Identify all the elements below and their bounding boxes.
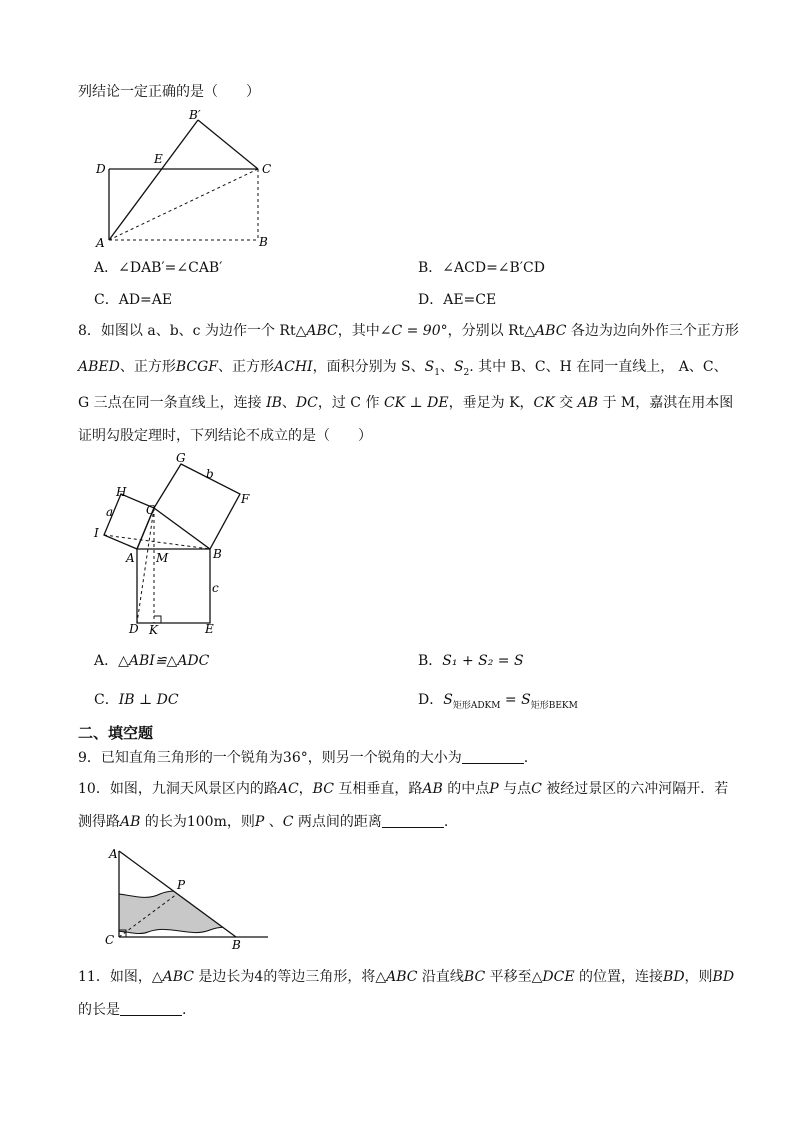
q8-figure [88, 448, 268, 640]
q7-option-d[interactable]: D．AE=CE [418, 292, 497, 308]
q9: 9．已知直角三角形的一个锐角为36°，则另一个锐角的大小为 . [78, 750, 529, 766]
q10-line-2: 测得路AB 的长为100m，则P 、C 两点间的距离 . [78, 814, 449, 830]
q7-stem: 列结论一定正确的是（ ） [78, 84, 260, 100]
label-C: C [262, 162, 272, 176]
label-D: D [129, 622, 139, 636]
q8-line-3: G 三点在同一条直线上，连接 IB、DC，过 C 作 CK ⊥ DE，垂足为 K，CK 交 AB 于 M，嘉淇在用本图 [78, 395, 734, 411]
q9-answer-blank[interactable] [462, 749, 524, 764]
q8-line-4: 证明勾股定理时，下列结论不成立的是（ ） [78, 428, 372, 444]
q7-figure [90, 105, 290, 255]
label-Bprime: B′ [189, 108, 201, 122]
label-B: B [259, 235, 268, 249]
q8-line-2: ABED、正方形BCGF、正方形ACHI，面积分别为 S、$S_1$、$S_2$. 其中 B、C、H 在同一直线上， A、C、 [78, 359, 728, 378]
q11-line-1: 11．如图，△ABC 是边长为4的等边三角形，将△ABC 沿直线BC 平移至△DCE 的位置，连接BD，则BD [78, 969, 735, 985]
label-K: K [149, 623, 158, 637]
q8-option-d[interactable]: D．$S_{矩形ADKM} = S_{矩形BEKM}$ [418, 692, 578, 711]
q8-option-b[interactable]: B．S₁ + S₂ = S [418, 653, 524, 669]
q10-line-1: 10．如图，九洞天风景区内的路AC，BC 互相垂直，路AB 的中点P 与点C 被经过景区的六冲河隔开．若 [78, 781, 729, 797]
label-I: I [94, 526, 99, 540]
q11-answer-blank[interactable] [120, 1001, 182, 1016]
label-A: A [96, 236, 105, 250]
q11-line-2: 的长是 . [78, 1002, 187, 1018]
label-c: c [212, 581, 219, 595]
label-A: A [109, 847, 118, 861]
label-A: A [126, 551, 135, 565]
section-title: 二、填空题 [78, 724, 154, 742]
label-E: E [154, 152, 163, 166]
q7-option-a[interactable]: A．∠DAB′=∠CAB′ [94, 260, 223, 276]
q7-option-c[interactable]: C．AD=AE [94, 292, 173, 308]
label-F: F [241, 492, 250, 506]
label-b: b [206, 467, 214, 481]
q8-option-a[interactable]: A．△ABI≌△ADC [94, 653, 210, 669]
label-B: B [232, 938, 241, 952]
label-D: D [96, 162, 106, 176]
label-C: C [105, 933, 115, 947]
label-H: H [116, 485, 127, 499]
q7-option-b[interactable]: B．∠ACD=∠B′CD [418, 260, 545, 276]
q8-option-c[interactable]: C．IB ⊥ DC [94, 692, 179, 708]
q10-answer-blank[interactable] [382, 813, 444, 828]
label-M: M [156, 551, 169, 565]
label-a: a [106, 505, 114, 519]
label-E: E [205, 622, 214, 636]
label-B: B [213, 547, 222, 561]
q10-figure [100, 842, 280, 954]
label-C: C [146, 503, 156, 517]
label-G: G [176, 451, 186, 465]
label-P: P [177, 878, 186, 892]
q8-line-1: 8．如图以 a、b、c 为边作一个 Rt△ABC，其中∠C = 90°，分别以 Rt△ABC 各边为边向外作三个正方形 [78, 323, 739, 339]
